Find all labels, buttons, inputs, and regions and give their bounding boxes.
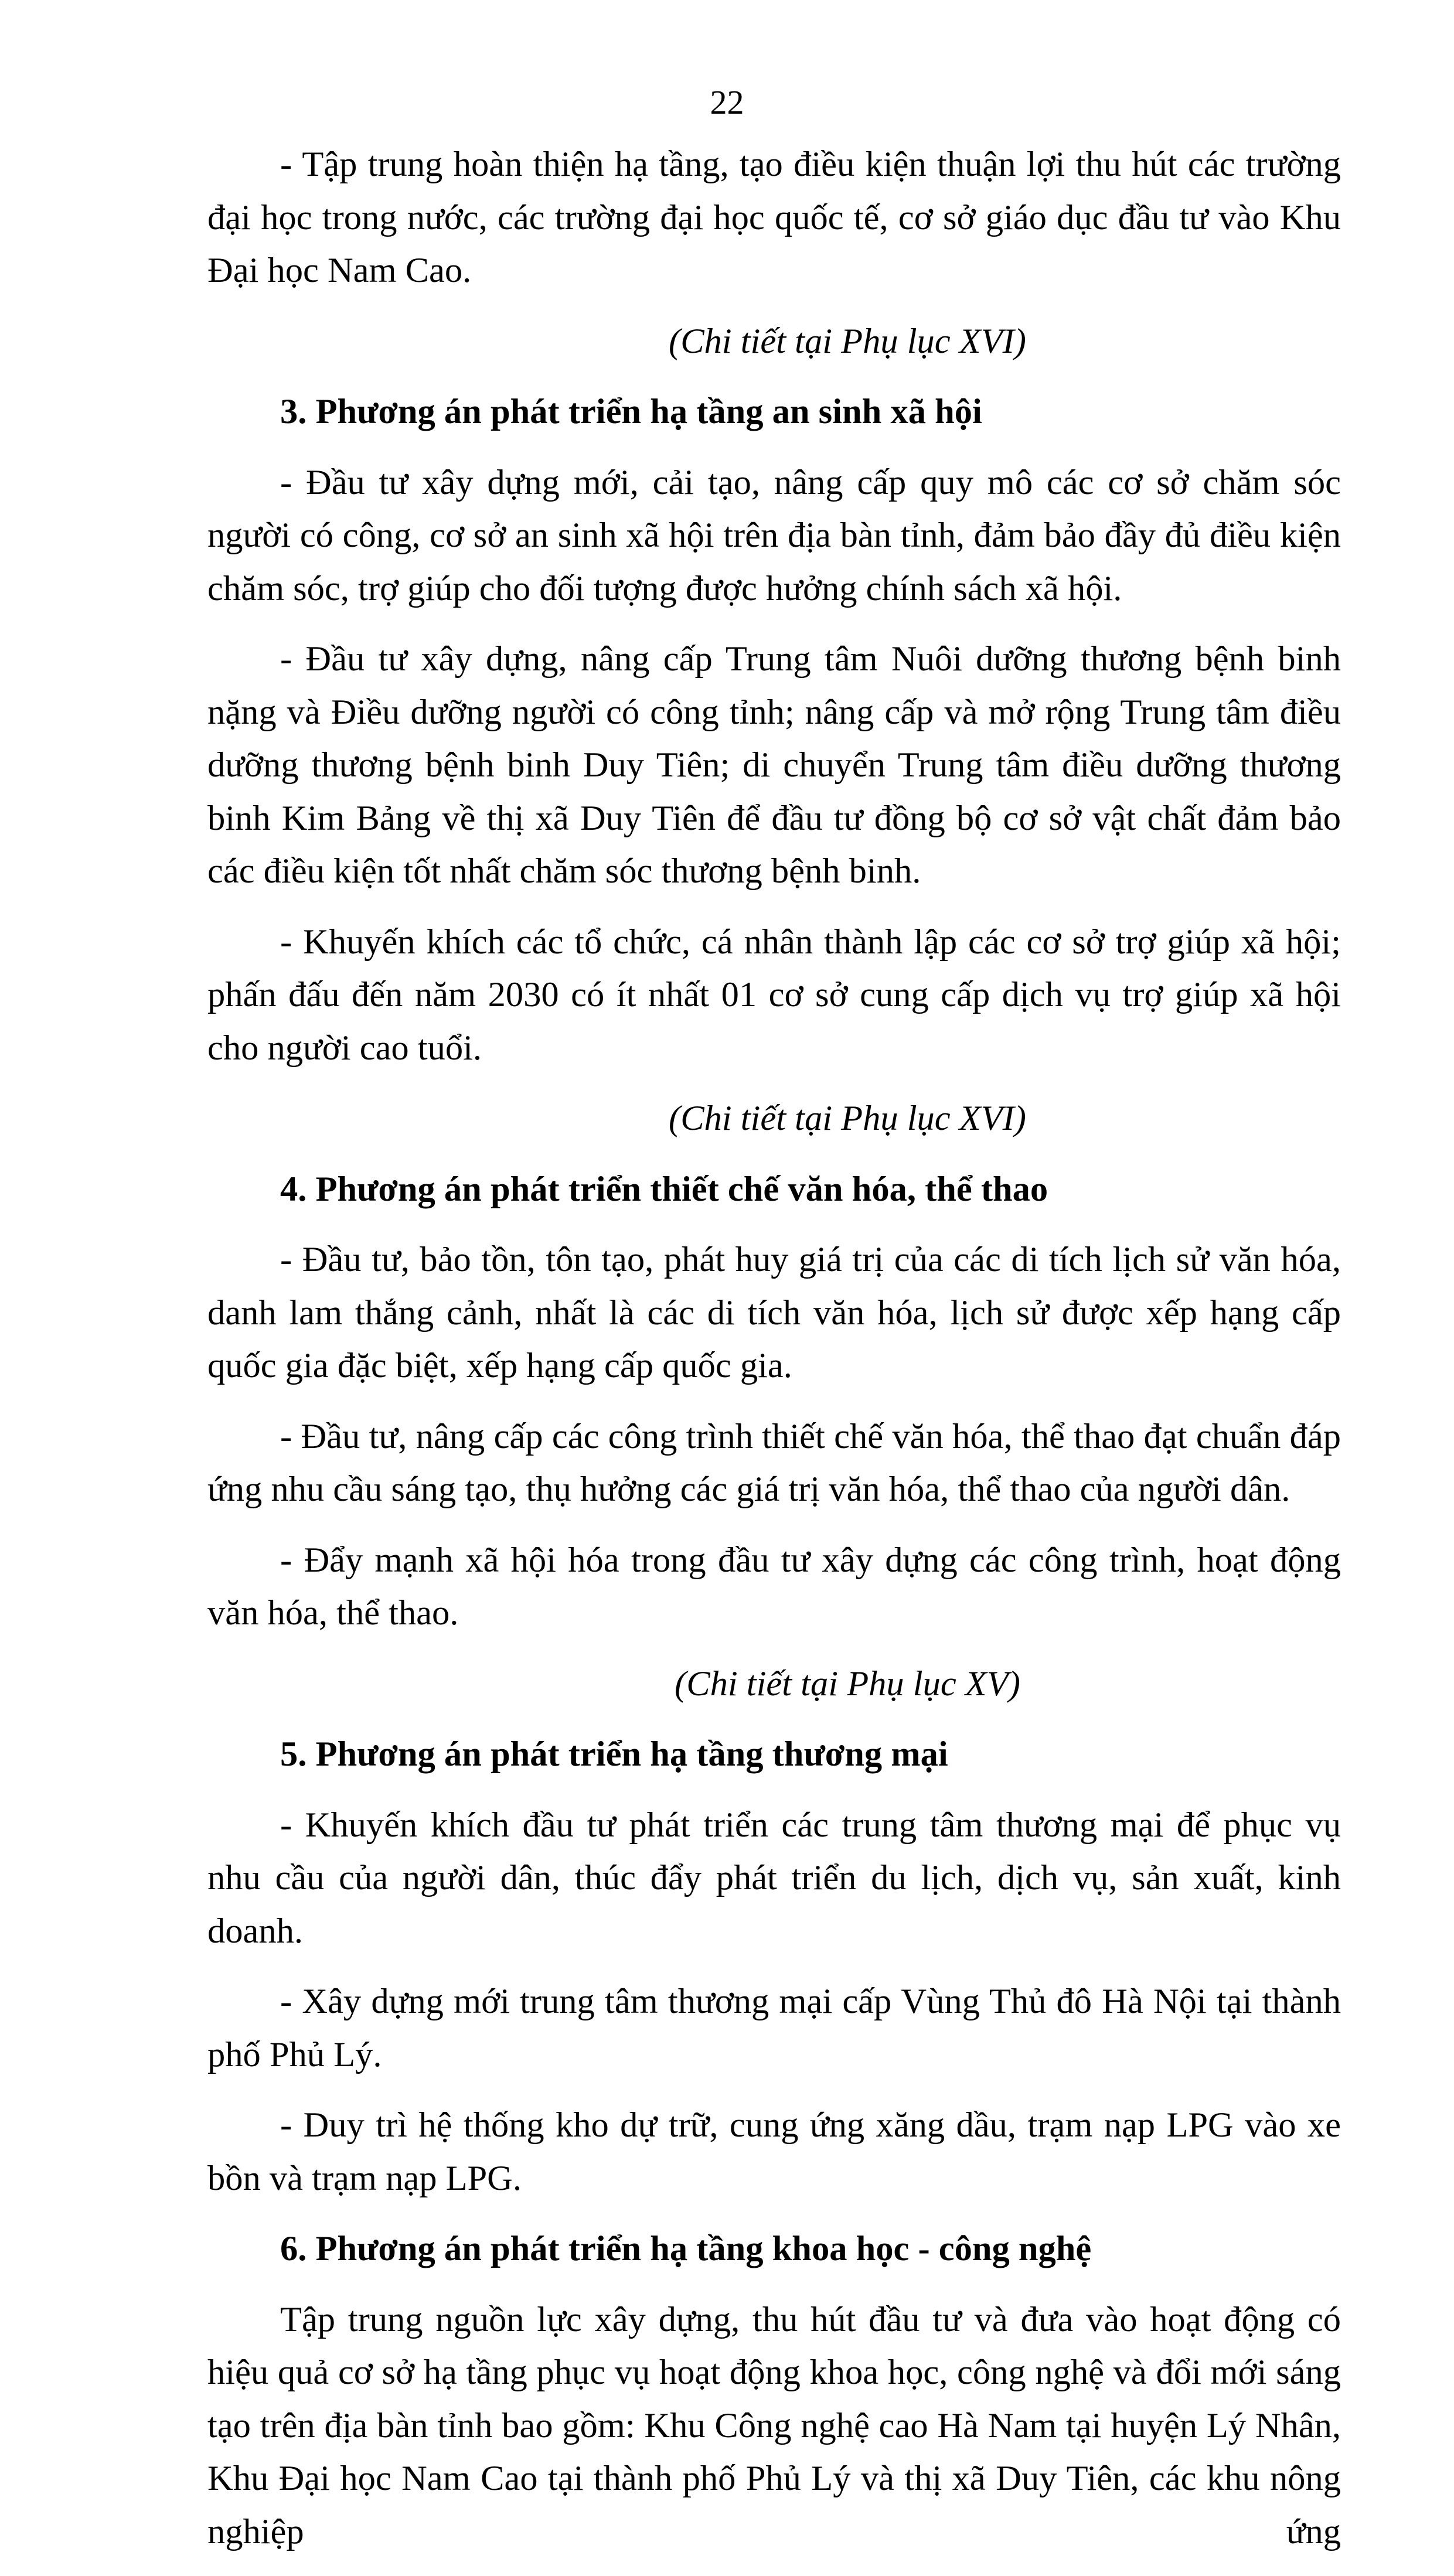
paragraph-elderly-support: - Khuyến khích các tổ chức, cá nhân thành lập các cơ sở trợ giúp xã hội; phấn đấu đến năm 2030 có ít nhất 01 cơ sở cung cấp dịch vụ trợ giúp xã hội cho người cao tuổi.: [207, 922, 1341, 1068]
paragraph-social-facilities: - Đầu tư xây dựng mới, cải tạo, nâng cấp quy mô các cơ sở chăm sóc người có công, cơ sở an sinh xã hội trên địa bàn tỉnh, đảm bảo đầy đủ điều kiện chăm sóc, trợ giúp cho đối tượng được hưởng chính sách xã hội.: [207, 462, 1341, 608]
paragraph-cultural-facilities: - Đầu tư, nâng cấp các công trình thiết chế văn hóa, thể thao đạt chuẩn đáp ứng nhu cầu sáng tạo, thụ hưởng các giá trị văn hóa, thể thao của người dân.: [207, 1416, 1341, 1509]
paragraph-heritage-sites: - Đầu tư, bảo tồn, tôn tạo, phát huy giá trị của các di tích lịch sử văn hóa, danh lam thắng cảnh, nhất là các di tích văn hóa, lịch sử được xếp hạng cấp quốc gia đặc biệt, xếp hạng cấp quốc gia.: [207, 1240, 1341, 1385]
paragraph-socialization: - Đẩy mạnh xã hội hóa trong đầu tư xây dựng các công trình, hoạt động văn hóa, thể thao.: [207, 1540, 1341, 1633]
paragraph-commercial-centers: - Khuyến khích đầu tư phát triển các trung tâm thương mại để phục vụ nhu cầu của người dân, thúc đẩy phát triển du lịch, dịch vụ, sản xuất, kinh doanh.: [207, 1805, 1341, 1951]
paragraph-university-infrastructure: - Tập trung hoàn thiện hạ tầng, tạo điều kiện thuận lợi thu hút các trường đại học trong nước, các trường đại học quốc tế, cơ sở giáo dục đầu tư vào Khu Đại học Nam Cao.: [207, 145, 1341, 290]
appendix-reference: (Chi tiết tại Phụ lục XV): [675, 1664, 1020, 1703]
appendix-reference: (Chi tiết tại Phụ lục XVI): [669, 1099, 1026, 1138]
appendix-reference: (Chi tiết tại Phụ lục XVI): [669, 321, 1026, 361]
paragraph-science-technology: Tập trung nguồn lực xây dựng, thu hút đầu tư và đưa vào hoạt động có hiệu quả cơ sở hạ tầng phục vụ hoạt động khoa học, công nghệ và đổi mới sáng tạo trên địa bàn tỉnh bao gồm: Khu Công nghệ cao Hà Nam tại huyện Lý Nhân, Khu Đại học Nam Cao tại thành phố Phủ Lý và thị xã Duy Tiên, các khu nông nghiệp ứng: [207, 2299, 1341, 2551]
section-heading-5: 5. Phương án phát triển hạ tầng thương mại: [280, 1735, 948, 1774]
paragraph-veteran-care-centers: - Đầu tư xây dựng, nâng cấp Trung tâm Nuôi dưỡng thương bệnh binh nặng và Điều dưỡng người có công tỉnh; nâng cấp và mở rộng Trung tâm điều dưỡng thương bệnh binh Duy Tiên; di chuyển Trung tâm điều dưỡng thương binh Kim Bảng về thị xã Duy Tiên để đầu tư đồng bộ cơ sở vật chất đảm bảo các điều kiện tốt nhất chăm sóc thương bệnh binh.: [207, 639, 1341, 891]
section-heading-3: 3. Phương án phát triển hạ tầng an sinh xã hội: [280, 392, 982, 431]
section-heading-4: 4. Phương án phát triển thiết chế văn hóa, thể thao: [280, 1169, 1048, 1209]
page-number: 22: [710, 83, 744, 121]
paragraph-fuel-storage: - Duy trì hệ thống kho dự trữ, cung ứng xăng dầu, trạm nạp LPG vào xe bồn và trạm nạp LPG.: [207, 2105, 1341, 2198]
paragraph-regional-commercial-center: - Xây dựng mới trung tâm thương mại cấp Vùng Thủ đô Hà Nội tại thành phố Phủ Lý.: [207, 1982, 1341, 2074]
section-heading-6: 6. Phương án phát triển hạ tầng khoa học - công nghệ: [280, 2229, 1092, 2268]
page-content: [207, 138, 1341, 2576]
